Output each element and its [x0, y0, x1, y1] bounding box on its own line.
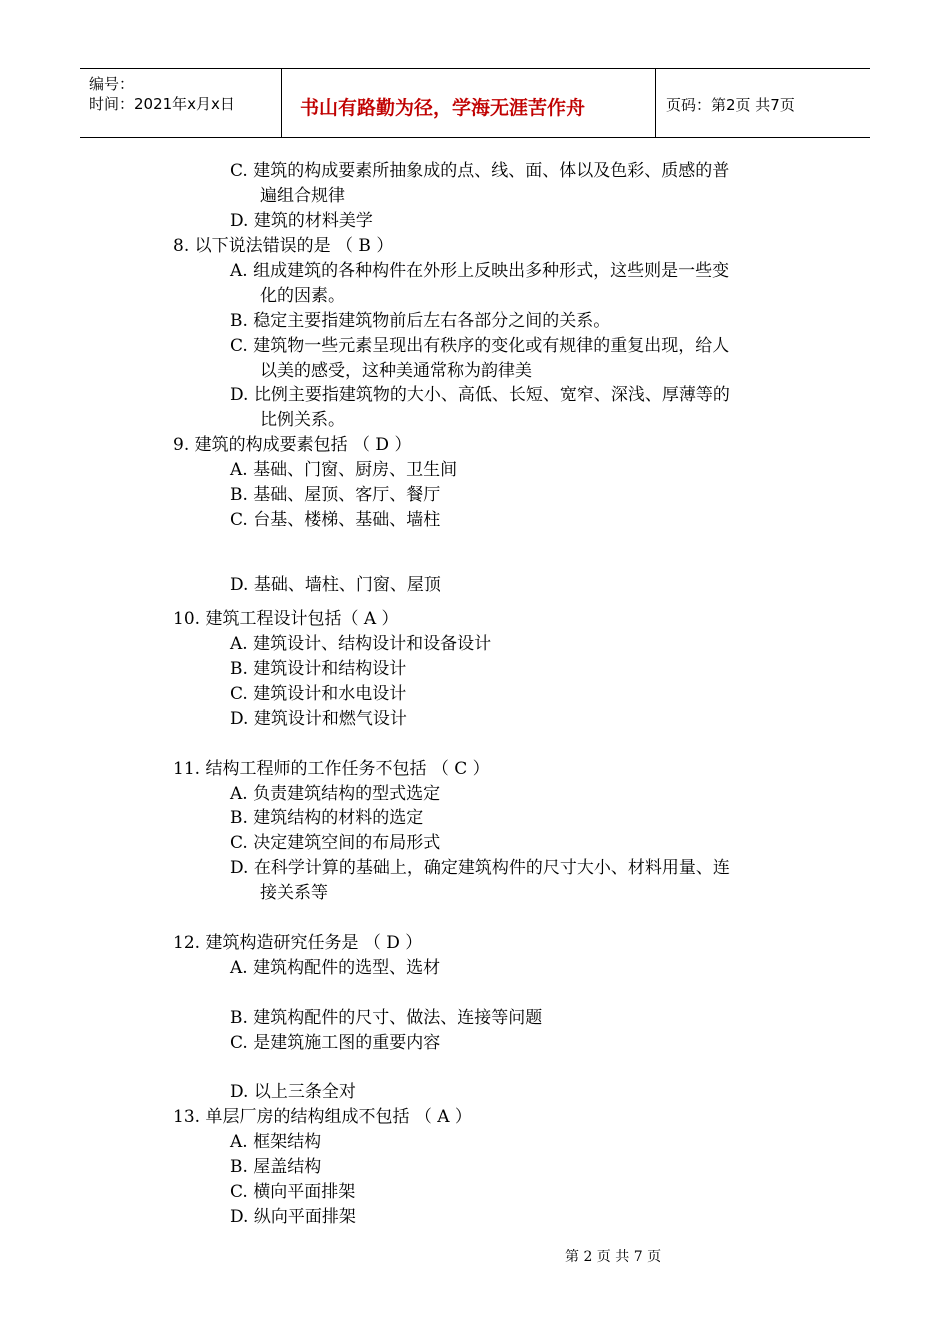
option-line: C. 是建筑施工图的重要内容	[230, 1033, 441, 1053]
option-line: B. 建筑设计和结构设计	[230, 659, 407, 679]
question-13: 13. 单层厂房的结构组成不包括 （ A ）	[173, 1107, 472, 1127]
option-continuation: 比例关系。	[260, 410, 345, 430]
option-continuation: 遍组合规律	[260, 186, 345, 206]
option-line: D. 建筑的材料美学	[230, 211, 373, 231]
option-line: A. 建筑构配件的选型、选材	[230, 958, 441, 978]
header-info-cell	[80, 69, 281, 137]
page-code: 页码：第2页 共7页	[666, 96, 795, 114]
question-9: 9. 建筑的构成要素包括 （ D ）	[173, 435, 412, 455]
question-11: 11. 结构工程师的工作任务不包括 （ C ）	[173, 759, 490, 779]
option-line: A. 组成建筑的各种构件在外形上反映出多种形式，这些则是一些变	[230, 261, 730, 281]
question-8: 8. 以下说法错误的是 （ B ）	[173, 236, 394, 256]
option-line: C. 建筑设计和水电设计	[230, 684, 407, 704]
option-line: D. 比例主要指建筑物的大小、高低、长短、宽窄、深浅、厚薄等的	[230, 385, 730, 405]
option-continuation: 化的因素。	[260, 286, 345, 306]
option-line: C. 台基、楼梯、基础、墙柱	[230, 510, 441, 530]
option-line: B. 基础、屋顶、客厅、餐厅	[230, 485, 441, 505]
option-continuation: 以美的感受，这种美通常称为韵律美	[260, 361, 532, 381]
page-header	[80, 68, 870, 138]
option-line: B. 建筑构配件的尺寸、做法、连接等问题	[230, 1008, 543, 1028]
option-line: B. 建筑结构的材料的选定	[230, 808, 424, 828]
option-line: C. 建筑物一些元素呈现出有秩序的变化或有规律的重复出现，给人	[230, 336, 730, 356]
option-line: C. 建筑的构成要素所抽象成的点、线、面、体以及色彩、质感的普	[230, 161, 730, 181]
option-line: A. 基础、门窗、厨房、卫生间	[230, 460, 458, 480]
header-motto-cell	[281, 69, 656, 137]
question-10: 10. 建筑工程设计包括（ A ）	[173, 609, 399, 629]
option-line: D. 以上三条全对	[230, 1082, 356, 1102]
option-line: B. 稳定主要指建筑物前后左右各部分之间的关系。	[230, 311, 611, 331]
option-line: A. 框架结构	[230, 1132, 322, 1152]
header-page-cell	[656, 69, 870, 137]
option-line: A. 建筑设计、结构设计和设备设计	[230, 634, 492, 654]
page-footer: 第 2 页 共 7 页	[565, 1249, 662, 1265]
option-line: D. 建筑设计和燃气设计	[230, 709, 407, 729]
option-line: C. 横向平面排架	[230, 1182, 356, 1202]
number-label: 编号：	[89, 75, 135, 93]
option-line: D. 在科学计算的基础上，确定建筑构件的尺寸大小、材料用量、连	[230, 858, 730, 878]
option-line: B. 屋盖结构	[230, 1157, 322, 1177]
option-line: A. 负责建筑结构的型式选定	[230, 784, 441, 804]
option-line: C. 决定建筑空间的布局形式	[230, 833, 441, 853]
question-12: 12. 建筑构造研究任务是 （ D ）	[173, 933, 423, 953]
option-line: D. 纵向平面排架	[230, 1207, 356, 1227]
time-label: 时间：2021年x月x日	[89, 95, 235, 113]
option-continuation: 接关系等	[260, 883, 328, 903]
option-line: D. 基础、墙柱、门窗、屋顶	[230, 575, 441, 595]
motto: 书山有路勤为径，学海无涯苦作舟	[300, 97, 586, 119]
